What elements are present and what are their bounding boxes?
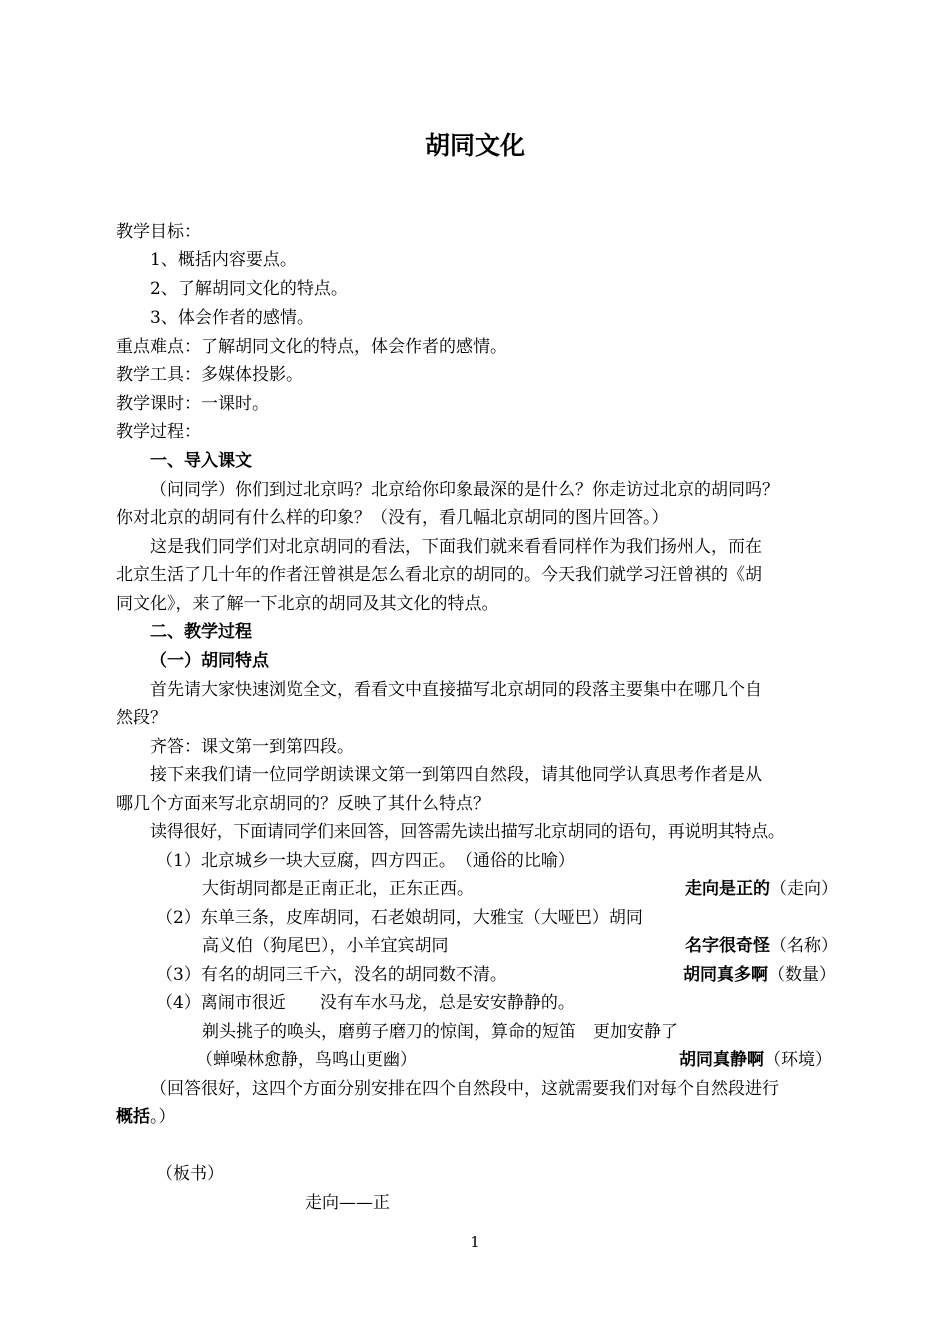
- goal-item-1: 1、概括内容要点。: [150, 250, 297, 270]
- feature-label: 胡同真静啊: [679, 1050, 764, 1070]
- answer-item-4: （4）离闹市很近 没有车水马龙，总是安安静静的。: [156, 993, 575, 1013]
- answer-text: （蝉噪林愈静，鸟鸣山更幽）: [196, 1050, 417, 1070]
- answer-feature: [683, 961, 836, 990]
- answer-text: 高义伯（狗尾巴），小羊宜宾胡同: [202, 936, 449, 956]
- paragraph-line: 齐答：课文第一到第四段。: [150, 737, 354, 757]
- answer-item-2: （2）东单三条，皮库胡同，石老娘胡同，大雅宝（大哑巴）胡同: [156, 908, 643, 928]
- summary-end: 。）: [150, 1107, 176, 1127]
- page-number: 1: [470, 1233, 480, 1251]
- paragraph-line: 读得很好，下面请同学们来回答，回答需先读出描写北京胡同的语句，再说明其特点。: [150, 822, 785, 842]
- paragraph-line: 首先请大家快速浏览全文，看看文中直接描写北京胡同的段落主要集中在哪几个自: [150, 680, 762, 700]
- answer-item-1: （1）北京城乡一块大豆腐，四方四正。 （通俗的比喻）: [156, 851, 575, 871]
- answer-text: 大街胡同都是正南正北，正东正西。: [202, 879, 474, 899]
- answer-text: （3）有名的胡同三千六，没名的胡同数不清。: [156, 965, 507, 985]
- goal-item-3: 3、体会作者的感情。: [150, 308, 314, 328]
- process-label: 教学过程：: [116, 422, 201, 442]
- feature-tag: （环境）: [764, 1050, 832, 1070]
- answer-feature: [685, 875, 838, 904]
- teaching-hours: 教学课时：一课时。: [116, 394, 269, 414]
- answer-item-2-detail: [202, 932, 838, 961]
- feature-label: 走向是正的: [685, 879, 770, 899]
- board-item: 走向——正: [305, 1193, 390, 1213]
- answer-item-3: [156, 961, 844, 990]
- answer-feature: [685, 932, 838, 961]
- paragraph-line: 你对北京的胡同有什么样的印象？（没有，看几幅北京胡同的图片回答。）: [116, 508, 669, 528]
- goals-label: 教学目标：: [116, 222, 201, 242]
- goal-item-2: 2、了解胡同文化的特点。: [150, 279, 348, 299]
- document-title: 胡同文化: [424, 131, 525, 160]
- paragraph-line: 接下来我们请一位同学朗读课文第一到第四自然段，请其他同学认真思考作者是从: [150, 765, 762, 785]
- answer-feature: [679, 1046, 832, 1075]
- section-heading-intro: 一、导入课文: [150, 451, 252, 471]
- summary-line-end: [116, 1103, 838, 1132]
- feature-tag: （走向）: [770, 879, 838, 899]
- paragraph-line: 这是我们同学们对北京胡同的看法，下面我们就来看看同样作为我们扬州人，而在: [150, 537, 762, 557]
- summary-bold: 概括: [116, 1107, 150, 1127]
- feature-tag: （数量）: [768, 965, 836, 985]
- paragraph-line: 北京生活了几十年的作者汪曾祺是怎么看北京的胡同的。今天我们就学习汪曾祺的《胡: [116, 565, 762, 585]
- section-heading-process: 二、教学过程: [150, 622, 252, 642]
- paragraph-line: 哪几个方面来写北京胡同的？反映了其什么特点？: [116, 794, 490, 814]
- teaching-tools: 教学工具：多媒体投影。: [116, 365, 303, 385]
- board-label: （板书）: [156, 1164, 224, 1184]
- key-points: 重点难点：了解胡同文化的特点，体会作者的感情。: [116, 337, 507, 357]
- paragraph-line: 然段？: [116, 708, 167, 728]
- answer-item-4-detail: 剃头挑子的唤头，磨剪子磨刀的惊闺，算命的短笛 更加安静了: [202, 1022, 678, 1042]
- answer-item-4-quote: [196, 1046, 832, 1075]
- feature-label: 名字很奇怪: [685, 936, 770, 956]
- answer-item-1-detail: [202, 875, 838, 904]
- summary-line: （回答很好，这四个方面分别安排在四个自然段中，这就需要我们对每个自然段进行: [150, 1079, 779, 1099]
- paragraph-line: 同文化》，来了解一下北京的胡同及其文化的特点。: [116, 594, 499, 614]
- subsection-heading: （一）胡同特点: [150, 651, 269, 671]
- feature-tag: （名称）: [770, 936, 838, 956]
- feature-label: 胡同真多啊: [683, 965, 768, 985]
- paragraph-line: （问同学）你们到过北京吗？北京给你印象最深的是什么？你走访过北京的胡同吗？: [150, 480, 779, 500]
